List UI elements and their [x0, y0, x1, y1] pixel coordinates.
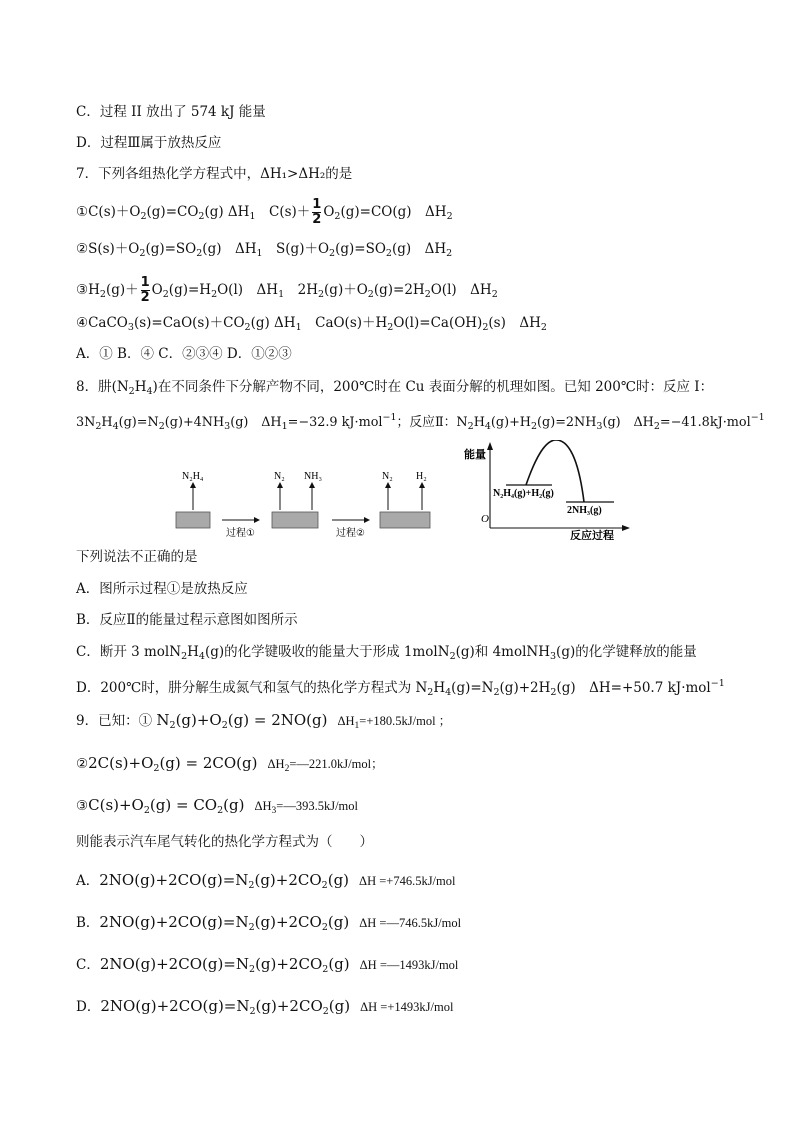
q9-stem: 则能表示汽车尾气转化的热化学方程式为（ ）	[76, 834, 373, 850]
label-step2: 过程②	[336, 528, 365, 539]
arrow-step1	[222, 517, 260, 539]
q9-given-2: $②2C(s)+O_2(g) = 2CO(g)$ $\Delta H_2=—221.0kJ$/mol；	[76, 754, 384, 774]
q9-option-a: A．$2NO(g)+2CO(g)=N_2(g)+2CO_2(g)$ ΔH =+746.5kJ/mol	[76, 871, 456, 891]
q7-eq3: $③H_2(g)+ \frac{1}{2}$ $O_2(g)=H_2O(l)$ $\Delta H_1$ $2H_2(g)+O_2(g)=2H_2O(l)$ $\Delta H_2$	[76, 275, 498, 305]
option-c-prev: C．过程 II 放出了 574 kJ 能量	[76, 104, 266, 120]
label-product: 2NH₃(g)	[567, 505, 602, 516]
q7-eq2: $②S(s)+O_2(g)=SO_2(g)$ $\Delta H_1$ $S(g)+O_2(g)=SO_2(g)$ $\Delta H_2$	[76, 241, 453, 259]
surface-3	[380, 471, 430, 528]
q7-eq4: $④CaCO_3(s)=CaO(s)+CO_2(g)$ $\Delta H_1$ $CaO(s)+H_2O(l)=Ca(OH)_2(s)$ $\Delta H_2$	[76, 315, 547, 333]
q9-given-1: 9．已知：① $N_2(g)+O_2(g) = 2NO(g)$ $\Delta H_1=+180.5kJ$/mol ；	[76, 711, 452, 731]
q7-stem: 7．下列各组热化学方程式中，ΔH₁>ΔH₂的是	[76, 166, 353, 182]
mechanism-figure	[170, 440, 630, 540]
q8-stem-1: 8．肼$(N_2H_4)$在不同条件下分解产物不同，200℃时在 Cu 表面分解的机理如图。已知 200℃时：反应 I：	[76, 379, 714, 397]
label-origin: O	[481, 513, 489, 525]
q8-option-d: D．200℃时，肼分解生成氮气和氢气的热化学方程式为 $N_2H_4(g)=N_2(g)+2H_2(g)$ ΔH=+50.7 kJ·mol$^{-1}$	[76, 678, 725, 698]
q8-option-c: C．断开 3 $molN_2H_4(g)$的化学键吸收的能量大于形成 1molN$_2$(g)和 4molNH$_3$(g)的化学键释放的能量	[76, 644, 697, 662]
label-x-axis: 反应过程	[570, 529, 614, 540]
q9-option-d: D．$2NO(g)+2CO(g)=N_2(g)+2CO_2(g)$ ΔH =+1493kJ/mol	[76, 997, 454, 1017]
arrow-step2	[332, 517, 370, 539]
q8-option-b: B．反应Ⅱ的能量过程示意图如图所示	[76, 612, 298, 628]
q9-given-3: $③C(s)+O_2(g) = CO_2(g)$ $\Delta H_3=—393.5kJ$/mol	[76, 796, 358, 816]
label-energy: 能量	[464, 448, 486, 461]
label-n2-b: N₂	[382, 471, 393, 482]
q8-option-a: A．图所示过程①是放热反应	[76, 581, 248, 597]
q7-options: A．① B．④ C．②③④ D．①②③	[76, 346, 292, 362]
q8-stem-2: $3N_2H_4(g)=N_2(g)+4NH_3(g)$ $\Delta H_1=-32.9$ kJ·mol$^{-1}$；反应Ⅱ：$N_2H_4(g)+H_2(g)=2NH_3(g)$ $\Delta H_2=-41.8kJ\cdot mol^{-1}$	[76, 412, 765, 432]
label-n2h4: N₂H₄	[182, 471, 204, 482]
label-n2: N₂	[274, 471, 285, 482]
label-nh3: NH₃	[304, 471, 322, 482]
q7-eq1: $①C(s)+O_2(g)=CO_2(g)$ $\Delta H_1$ $C(s)+ \frac{1}{2}$ $O_2(g)=CO(g)$ $\Delta H_2$	[76, 197, 453, 227]
label-reactant: N₂H₄(g)+H₂(g)	[493, 488, 554, 499]
label-h2: H₂	[416, 471, 427, 482]
q9-option-c: C．$2NO(g)+2CO(g)=N_2(g)+2CO_2(g)$ ΔH =—1493kJ/mol	[76, 955, 459, 975]
option-d-prev: D．过程Ⅲ属于放热反应	[76, 135, 222, 151]
energy-diagram	[464, 440, 630, 540]
label-step1: 过程①	[226, 528, 255, 539]
surface-1	[176, 471, 210, 528]
q8-stem-3: 下列说法不正确的是	[76, 549, 198, 565]
surface-2	[272, 471, 322, 528]
q9-option-b: B．$2NO(g)+2CO(g)=N_2(g)+2CO_2(g)$ ΔH =—746.5kJ/mol	[76, 913, 462, 933]
